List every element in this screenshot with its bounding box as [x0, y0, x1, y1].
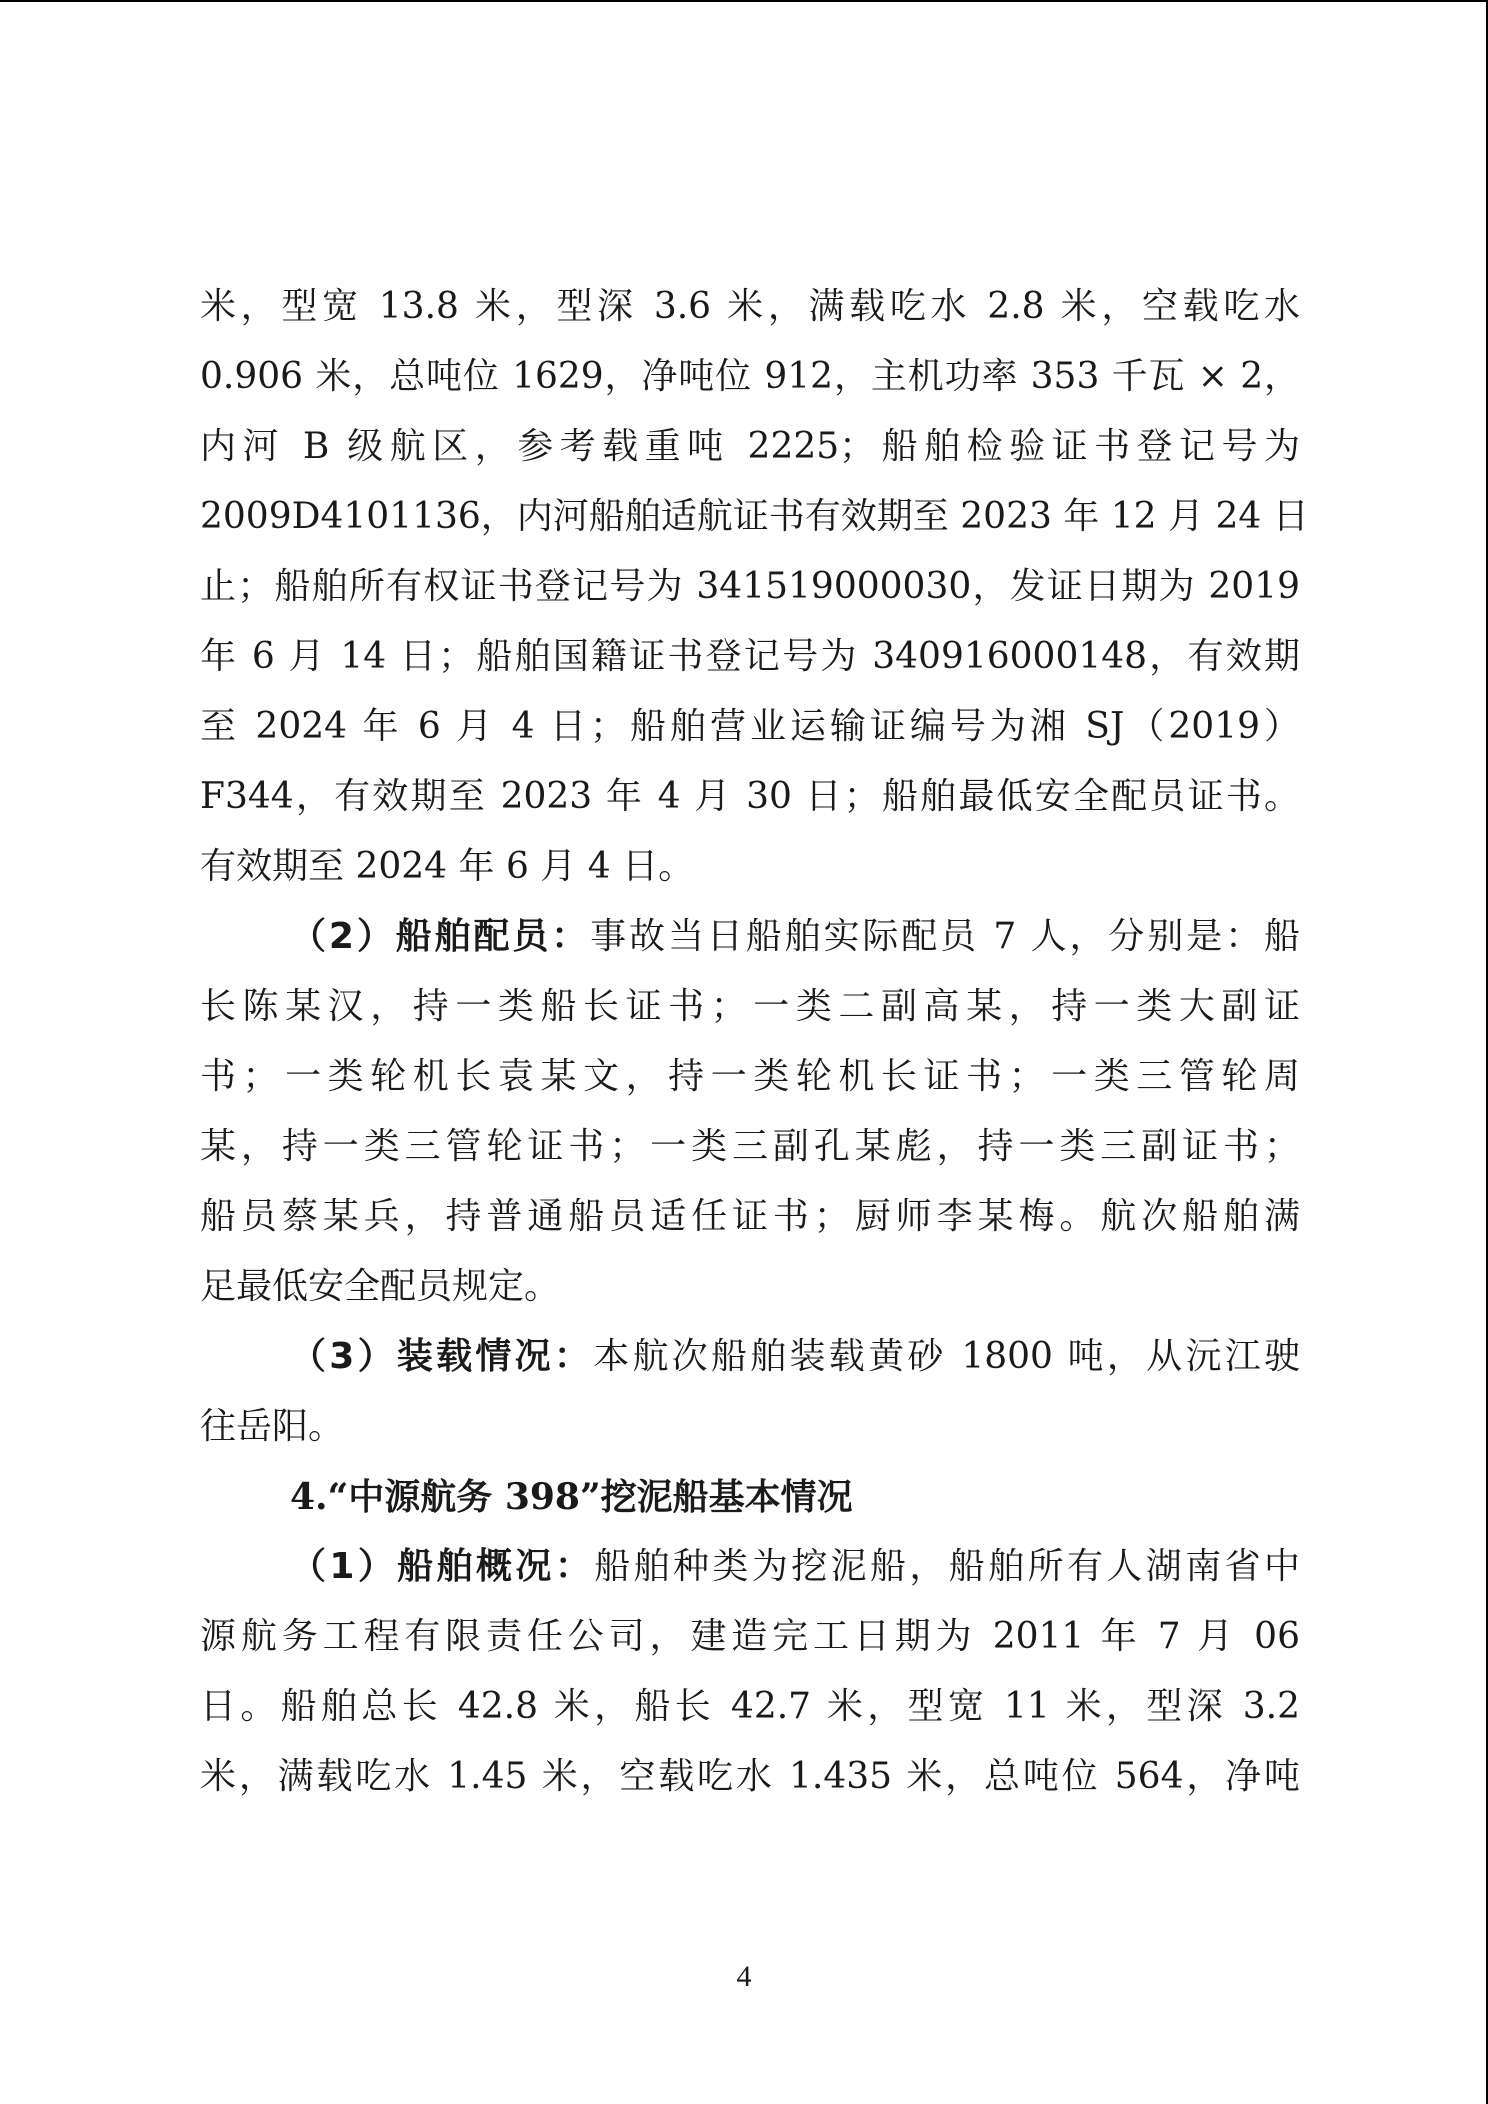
text-line: 内河 B 级航区，参考载重吨 2225；船舶检验证书登记号为 [200, 426, 1300, 467]
crew-label: （2）船舶配员： [290, 916, 591, 957]
overview-paragraph-first-line [200, 1532, 1300, 1602]
page-number: 4 [736, 1960, 752, 1993]
text-line: 船员蔡某兵，持普通船员适任证书；厨师李某梅。航次船舶满 [200, 1196, 1300, 1237]
text-line: 源航务工程有限责任公司，建造完工日期为 2011 年 7 月 06 [200, 1616, 1300, 1657]
text-span: 事故当日船舶实际配员 7 人，分别是：船 [590, 916, 1300, 957]
text-span: 本航次船舶装载黄砂 1800 吨，从沅江驶 [593, 1336, 1300, 1377]
text-span: 船舶种类为挖泥船，船舶所有人湖南省中 [594, 1546, 1300, 1587]
text-line: F344，有效期至 2023 年 4 月 30 日；船舶最低安全配员证书。 [200, 776, 1300, 817]
text-line: 0.906 米，总吨位 1629，净吨位 912，主机功率 353 千瓦 × 2， [200, 356, 1300, 397]
text-line: 2009D4101136，内河船舶适航证书有效期至 2023 年 12 月 24 日 [200, 496, 1309, 537]
text-line: 日。船舶总长 42.8 米，船长 42.7 米，型宽 11 米，型深 3.2 [200, 1686, 1300, 1727]
text-line: 某，持一类三管轮证书；一类三副孔某彪，持一类三副证书； [200, 1126, 1300, 1167]
text-line: 止；船舶所有权证书登记号为 341519000030，发证日期为 2019 [200, 566, 1300, 607]
text-line: 长陈某汉，持一类船长证书；一类二副高某，持一类大副证 [200, 986, 1300, 1027]
loading-paragraph-first-line [200, 1322, 1300, 1392]
text-line: 米，满载吃水 1.45 米，空载吃水 1.435 米，总吨位 564，净吨 [200, 1756, 1300, 1797]
section-heading: 4.“中源航务 398”挖泥船基本情况 [290, 1476, 853, 1518]
text-line: 往岳阳。 [200, 1406, 345, 1447]
page-border-top [0, 0, 1488, 2]
text-line: 年 6 月 14 日；船舶国籍证书登记号为 340916000148，有效期 [200, 636, 1300, 677]
crew-paragraph-first-line [200, 902, 1300, 972]
text-line: 足最低安全配员规定。 [200, 1266, 561, 1307]
overview-label: （1）船舶概况： [290, 1546, 595, 1587]
text-line: 书；一类轮机长袁某文，持一类轮机长证书；一类三管轮周 [200, 1056, 1300, 1097]
text-line: 至 2024 年 6 月 4 日；船舶营业运输证编号为湘 SJ（2019） [200, 706, 1300, 747]
text-line: 有效期至 2024 年 6 月 4 日。 [200, 846, 695, 887]
text-line: 米，型宽 13.8 米，型深 3.6 米，满载吃水 2.8 米，空载吃水 [200, 286, 1300, 327]
loading-label: （3）装载情况： [290, 1336, 594, 1377]
